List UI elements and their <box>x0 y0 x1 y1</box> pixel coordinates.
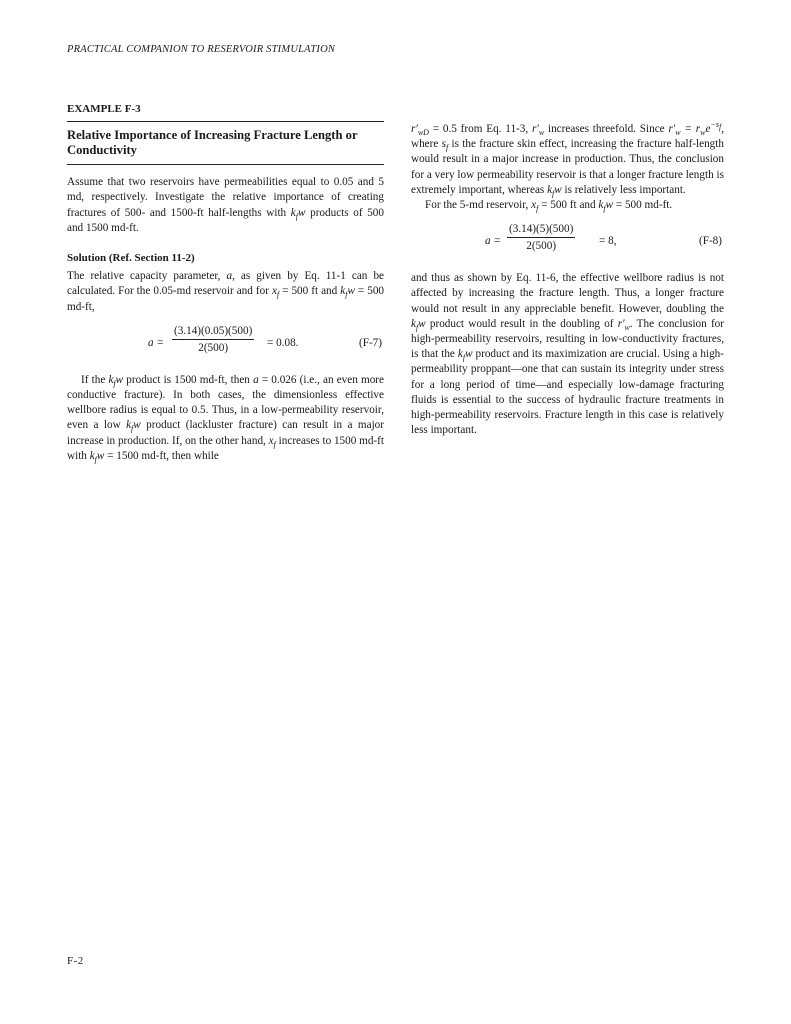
equation-f7 <box>67 324 384 364</box>
eq-rhs: = 0.08. <box>267 336 299 349</box>
eq-rhs: = 8, <box>599 235 617 248</box>
eq-denominator: 2(500) <box>198 341 229 354</box>
example-title: Relative Importance of Increasing Fracture Length or Conductivity <box>67 128 358 158</box>
kfw-symbol: $k_fw$ <box>340 285 355 300</box>
left-column <box>67 102 384 464</box>
bottom-rule <box>67 164 384 165</box>
paragraph-2: If the $k_fw$ product is 1500 md-ft, then a = 0.026 (i.e., an even more conductive fracture). In both cases, the dimensionless effective wellbore radius is equal to 0.5. Thus, in a low-permeability reservoir, even a low $k_fw$ product (lackluster fracture) can result in a major increase in production. If, on the other hand, $x_f$ increases to 1500 md-ft with $k_fw = 1500$ md-ft, then while <box>67 373 384 465</box>
eq-lhs: a = <box>485 235 501 248</box>
since-expression: $r'_w = r_we^{-s_f}$ <box>668 120 722 138</box>
top-rule <box>67 121 384 122</box>
eq-numerator: (3.14)(5)(500) <box>507 222 575 238</box>
example-label: EXAMPLE F-3 <box>67 103 141 115</box>
xf-symbol: $x_f$ <box>271 285 280 300</box>
page-number: F-2 <box>67 955 84 967</box>
eq-tag: (F-8) <box>699 235 722 248</box>
kfw-symbol: $k_fw$ <box>290 206 306 221</box>
right-column <box>411 122 724 438</box>
equation-f8 <box>411 222 724 262</box>
eq-fraction <box>172 324 254 356</box>
solution-paragraph: The relative capacity parameter, a, as given by Eq. 11-1 can be calculated. For the 0.05-md reservoir and for $x_f = 500$ ft and $k_fw = 500$ md-ft, <box>67 270 385 313</box>
intro-paragraph: Assume that two reservoirs have permeabilities equal to 0.05 and 5 md, respectively. Investigate the relative importance of creating fractures of 500- and 1500-ft half-lengths with $k_fw$ products of 500 and 1500 md-ft. <box>67 176 384 234</box>
eq-lhs: a = <box>148 336 164 349</box>
rwd-prime-symbol: $r'_{wD}$ <box>411 123 429 138</box>
eq-numerator: (3.14)(0.05)(500) <box>172 324 254 340</box>
paragraph-3: For the 5-md reservoir, $x_f = 500$ ft and $k_fw = 500$ md-ft. <box>425 199 673 214</box>
eq-tag: (F-7) <box>359 336 382 349</box>
eq-denominator: 2(500) <box>526 240 557 253</box>
eq-fraction <box>507 222 575 254</box>
running-head: PRACTICAL COMPANION TO RESERVOIR STIMULATION <box>67 44 336 55</box>
solution-heading: Solution (Ref. Section 11-2) <box>67 252 195 265</box>
paragraph-4: and thus as shown by Eq. 11-6, the effective wellbore radius is not affected by increasing the fracture length. Thus, a longer fracture would not result in any appreciable benefit. However, doubling the $k_fw$ product would result in the doubling of $r'_w$. The conclusion for high-permeability reservoirs, resulting in low-conductivity fractures, is that the $k_fw$ product and its maximization are crucial. Using a high-permeability proppant—one that can sustain its integrity under stress for a long period of time—and especially low-damage fracturing fluids is essential to the success of hydraulic fracture treatments in high-permeability reservoirs. Fracture length in this case is relatively less important. <box>411 272 724 437</box>
paragraph-2-continued: $r'_{wD} = 0.5$ from Eq. 11-3, $r'_w$ increases threefold. Since $r'_w = r_we^{-s_f}$, where $s_f$ is the fracture skin effect, increasing the fracture half-length would result in a major increase in production. Thus, the conclusion for a very low permeability reservoir is that a longer fracture length is extremely important, whereas $k_fw$ is relatively less important. <box>411 120 725 199</box>
